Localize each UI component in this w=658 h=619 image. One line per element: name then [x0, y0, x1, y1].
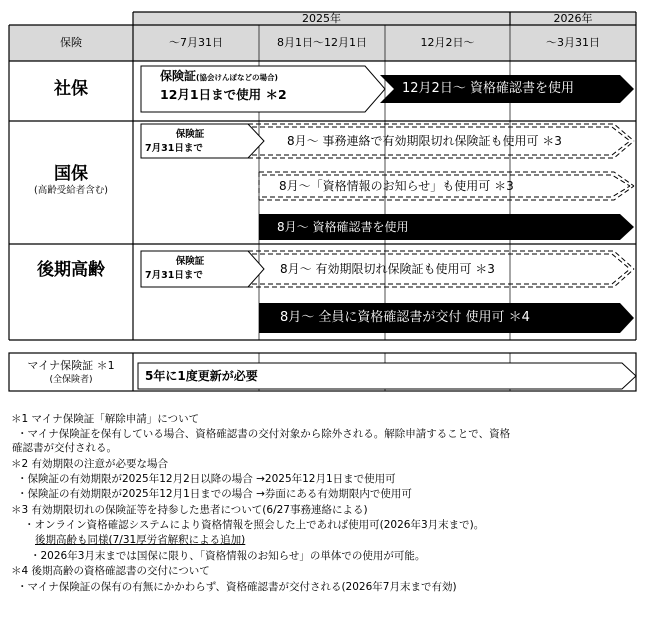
kokuho-arrow-line1: 保険証: [175, 129, 205, 140]
note1-line1: ・マイナ保険証を保有している場合、資格確認書の交付対象から除外される。解除申請することで、資格: [17, 428, 511, 440]
row-sublabel-mynumber: (全保険者): [49, 375, 93, 385]
kokuho-arrow-line2: 7月31日まで: [145, 143, 203, 154]
kokuho-dashed1-text: 8月～ 事務連絡で有効期限切れ保険証も使用可 ＊3: [287, 134, 562, 148]
shaho-black-bar-text: 12月2日～ 資格確認書を使用: [402, 81, 574, 96]
row-label-shaho: 社保: [54, 79, 88, 99]
shaho-arrow-sub: (協会けんぽなどの場合): [196, 73, 278, 82]
header-col-label: 保険: [60, 36, 82, 49]
row-label-kokuho: 国保: [54, 164, 88, 184]
note3-line1: ・オンライン資格確認システムにより資格情報を照会した上であれば使用可(2026年3月末まで)。: [24, 519, 485, 531]
shaho-arrow-line2: 12月1日まで使用 ＊2: [160, 87, 287, 102]
note4-title: ＊4 後期高齢の資格確認書の交付について: [11, 565, 210, 577]
header-col2: 8月1日～12月1日: [277, 36, 367, 49]
note3-line2: 後期高齢も同様(7/31厚労省解釈による追加): [35, 534, 246, 546]
header-col4: ～3月31日: [546, 36, 600, 49]
row-label-mynumber: マイナ保険証 ＊1: [27, 359, 115, 372]
kouki-dashed1-text: 8月～ 有効期限切れ保険証も使用可 ＊3: [280, 262, 495, 276]
header-col3: 12月2日～: [420, 36, 475, 49]
note3-line3: ・2026年3月末までは国保に限り、「資格情報のお知らせ」の単体での使用が可能。: [30, 550, 426, 562]
kouki-arrow-line2: 7月31日まで: [145, 270, 203, 281]
mynumber-arrow-text: 5年に1度更新が必要: [145, 369, 258, 383]
header-year-2026: 2026年: [553, 12, 593, 25]
kouki-arrow-line1: 保険証: [175, 256, 205, 267]
shaho-arrow-line1: [160, 70, 278, 82]
row-sublabel-kokuho: (高齢受給者含む): [34, 185, 108, 196]
kokuho-black-bar-text: 8月～ 資格確認書を使用: [277, 220, 409, 234]
kouki-black-bar-text: 8月～ 全員に資格確認書が交付 使用可 ＊4: [280, 310, 530, 325]
note1-line2: 確認書が交付される。: [12, 442, 117, 454]
note2-title: ＊2 有効期限の注意が必要な場合: [11, 458, 169, 470]
header-year-2025: 2025年: [302, 12, 341, 25]
row-label-kouki: 後期高齢: [37, 260, 105, 280]
note2-line1: ・保険証の有効期限が2025年12月2日以降の場合 →2025年12月1日まで使用可: [17, 473, 396, 485]
note3-title: ＊3 有効期限切れの保険証等を持参した患者について(6/27事務連絡による): [11, 504, 368, 516]
header-col1: ～7月31日: [169, 36, 223, 49]
note2-line2: ・保険証の有効期限が2025年12月1日までの場合 →券面にある有効期限内で使用可: [17, 488, 412, 500]
note1-title: ＊1 マイナ保険証「解除申請」について: [11, 413, 200, 425]
shaho-arrow-main: 保険証: [160, 69, 197, 83]
kokuho-dashed2-text: 8月～「資格情報のお知らせ」も使用可 ＊3: [279, 179, 514, 193]
note4-line1: ・マイナ保険証の保有の有無にかかわらず、資格確認書が交付される(2026年7月末まで有効): [17, 581, 457, 593]
